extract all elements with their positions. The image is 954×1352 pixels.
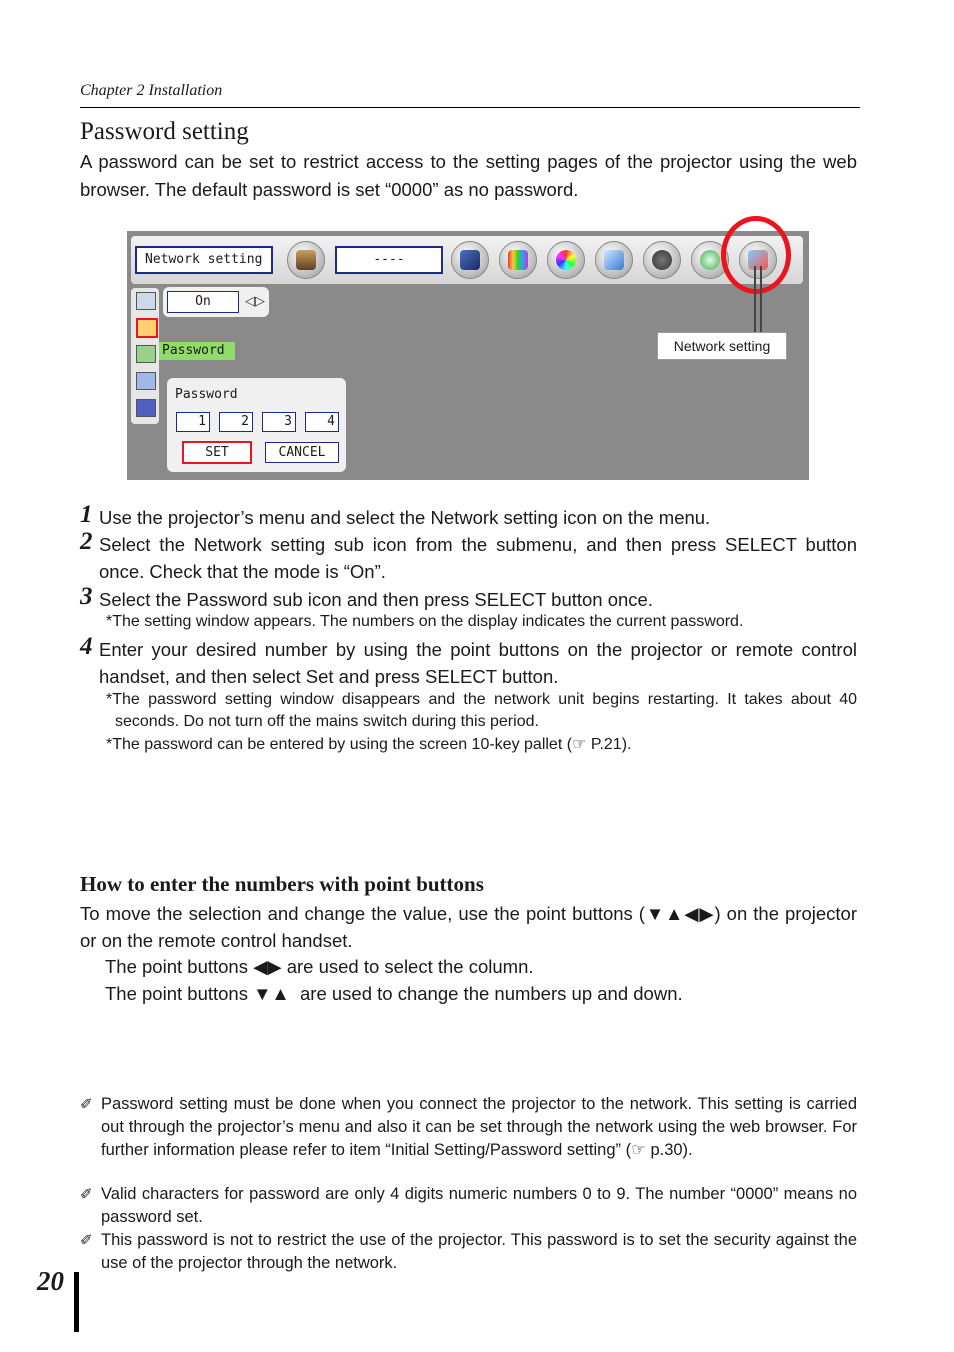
step-text: sub icon and then press	[267, 589, 475, 610]
step-text: button.	[496, 666, 559, 687]
note-text: Valid characters for password are only 4 digits numeric numbers 0 to 9. The number “0000” means no password set.	[101, 1185, 857, 1226]
network-setting-callout: Network setting	[657, 332, 787, 360]
network-setting-sub-icon	[136, 292, 156, 310]
password-sub-icon	[136, 318, 158, 338]
pc-adjust-icon	[451, 241, 489, 279]
page-number: 20	[37, 1266, 64, 1296]
callout-leader-left	[754, 266, 756, 332]
step-text: Enter your desired number by using the point buttons on the projector or remote control handset, and then select	[99, 639, 857, 687]
menu-bar	[131, 236, 803, 284]
note-2	[80, 1183, 857, 1229]
image-select-icon	[499, 241, 537, 279]
pencil-icon: ✐	[80, 1232, 93, 1249]
step-text: Select the	[99, 534, 194, 555]
left-right-arrows-icon: ◁▷	[245, 293, 265, 308]
step-text: Use the projector’s menu and select the	[99, 507, 431, 528]
howto-line-numbers	[105, 983, 683, 1005]
cancel-button[interactable]: CANCEL	[265, 442, 339, 463]
set-button[interactable]: SET	[182, 441, 252, 464]
step-text: Select the	[99, 589, 187, 610]
submenu-icons	[131, 288, 159, 424]
note-text: This password is not to restrict the use of the projector. This password is to set the security against the use of the projector through the network.	[101, 1231, 857, 1272]
password-digit-4[interactable]: 4	[305, 412, 339, 432]
howto-title: How to enter the numbers with point buttons	[80, 872, 484, 896]
network-icon-highlight	[721, 216, 791, 294]
step-1	[80, 501, 857, 531]
step-keyword: Network setting	[430, 507, 558, 528]
pencil-icon: ✐	[80, 1186, 93, 1203]
step-4	[80, 633, 857, 690]
howto-buttons: The point buttons ▼▲	[105, 983, 290, 1004]
color-adjust-icon	[547, 241, 585, 279]
menu-value-display: ----	[335, 246, 443, 274]
callout-leader-right	[760, 266, 762, 332]
step-number: 1	[80, 501, 93, 528]
password-dialog	[167, 378, 346, 472]
note-3	[80, 1229, 857, 1275]
mode-value: On	[167, 291, 239, 313]
howto-paragraph: To move the selection and change the value, use the point buttons (▼▲◀▶) on the projector or on the remote control handset.	[80, 903, 857, 951]
step-keyword: Set	[305, 666, 334, 687]
password-digit-3[interactable]: 3	[262, 412, 296, 432]
step-2	[80, 528, 857, 585]
intro-text-a: A password can be set to restrict access to the setting pages of the projector using the web browser.	[80, 151, 857, 200]
step-number: 3	[80, 583, 93, 610]
step-number: 2	[80, 528, 93, 555]
password-dialog-title: Password	[175, 387, 238, 402]
exit-sub-icon	[136, 399, 156, 417]
step-3-note: *The setting window appears. The numbers on the display indicates the current password.	[106, 613, 744, 630]
intro-text-b: The default password is set “0000” as no password.	[154, 179, 579, 200]
step-keyword: Password	[186, 589, 268, 610]
menu-label-display: Network setting	[135, 246, 273, 274]
password-digit-2[interactable]: 2	[219, 412, 253, 432]
howto-buttons: The point buttons ◀▶	[105, 956, 282, 977]
step-text: button once. Check that the mode is “On”.	[99, 534, 857, 582]
note-1	[80, 1093, 857, 1162]
header-rule	[80, 107, 860, 108]
step-4-note-1: *The password setting window disappears and the network unit begins restarting. It takes about 40 seconds. Do not turn off the mains switch during this period.	[106, 691, 857, 730]
password-digit-1[interactable]: 1	[176, 412, 210, 432]
screen-icon	[595, 241, 633, 279]
page-bar	[74, 1272, 79, 1332]
step-text: button once.	[546, 589, 653, 610]
howto-line-columns	[105, 956, 534, 978]
step-keyword: SELECT	[425, 666, 497, 687]
section-title: Password setting	[80, 118, 249, 145]
pencil-icon: ✐	[80, 1096, 93, 1113]
intro-paragraph	[80, 148, 857, 204]
step-text: sub icon from the submenu, and then press	[325, 534, 726, 555]
password-submenu-label: Password	[159, 342, 235, 360]
mode-panel	[163, 287, 269, 317]
note-text: Password setting must be done when you connect the projector to the network. This setting is carried out through the projector’s menu and also it can be set through the network using the web browser. For further information please refer to item “Initial Setting/Password setting” (☞ p.30).	[101, 1095, 857, 1159]
step-number: 4	[80, 633, 93, 660]
step-text: icon on the menu.	[557, 507, 711, 528]
step-4-note-2: *The password can be entered by using the screen 10-key pallet (☞ P.21).	[106, 736, 632, 753]
step-keyword: Network setting	[193, 534, 326, 555]
step-keyword: SELECT	[725, 534, 797, 555]
sound-icon	[643, 241, 681, 279]
input-select-icon	[287, 241, 325, 279]
howto-text: are used to change the numbers up and down.	[300, 983, 683, 1004]
step-3	[80, 583, 857, 613]
howto-text: are used to select the column.	[286, 956, 534, 977]
network-sub-icon	[136, 372, 156, 390]
image-sub-icon	[136, 345, 156, 363]
step-text: and press	[333, 666, 426, 687]
step-keyword: SELECT	[474, 589, 547, 610]
chapter-header: Chapter 2 Installation	[80, 82, 223, 99]
